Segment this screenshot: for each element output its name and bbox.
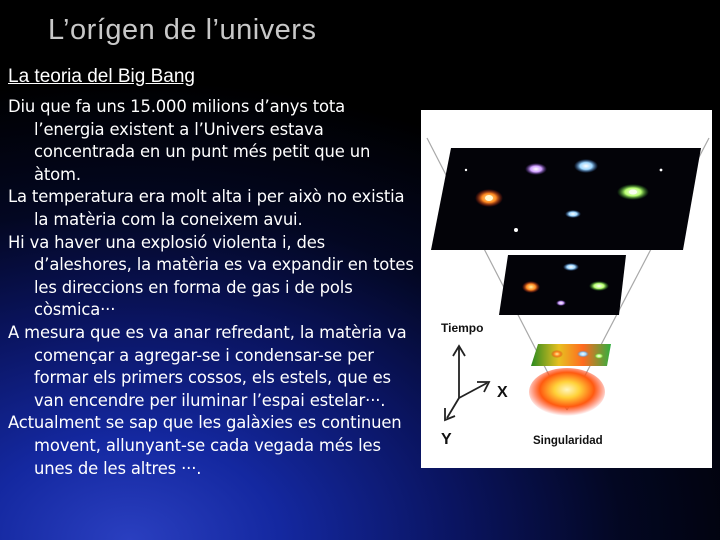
y-axis-label: Y bbox=[441, 431, 452, 448]
slide-subtitle: La teoria del Big Bang bbox=[8, 66, 195, 87]
paragraph-5: Actualment se sap que les galàxies es continuen movent, allunyant-se cada vegada més les unes de les altres ···. bbox=[8, 413, 402, 478]
slide-title: L’orígen de l’univers bbox=[48, 14, 317, 46]
big-bang-diagram bbox=[421, 110, 712, 468]
x-axis-label: X bbox=[497, 384, 508, 401]
singularity-label: Singularidad bbox=[533, 435, 603, 447]
galaxy-plane-large bbox=[431, 148, 701, 250]
paragraph-4: A mesura que es va anar refredant, la matèria va començar a agregar-se i condensar-se per formar els primers cossos, els estels, que es van encendre per iluminar l’espai estelar···. bbox=[8, 322, 407, 410]
paragraph-2: La temperatura era molt alta i per això no existia la matèria com la coneixem avui. bbox=[8, 187, 405, 229]
galaxy-plane-small bbox=[531, 344, 611, 366]
big-bang-illustration bbox=[421, 110, 712, 468]
axes bbox=[445, 346, 489, 420]
paragraph-3: Hi va haver una explosió violenta i, des d’aleshores, la matèria es va expandir en totes les direccions en forma de gas i de pols còsmica··· bbox=[8, 232, 414, 320]
time-label: Tiempo bbox=[441, 321, 484, 335]
slide-body bbox=[8, 96, 420, 480]
paragraph-1: Diu que fa uns 15.000 milions d’anys tota l’energia existent a l’Univers estava concentrada en un punt més petit que un àtom. bbox=[8, 97, 371, 184]
singularity-glow bbox=[529, 368, 605, 416]
galaxy-plane-medium bbox=[499, 255, 626, 315]
